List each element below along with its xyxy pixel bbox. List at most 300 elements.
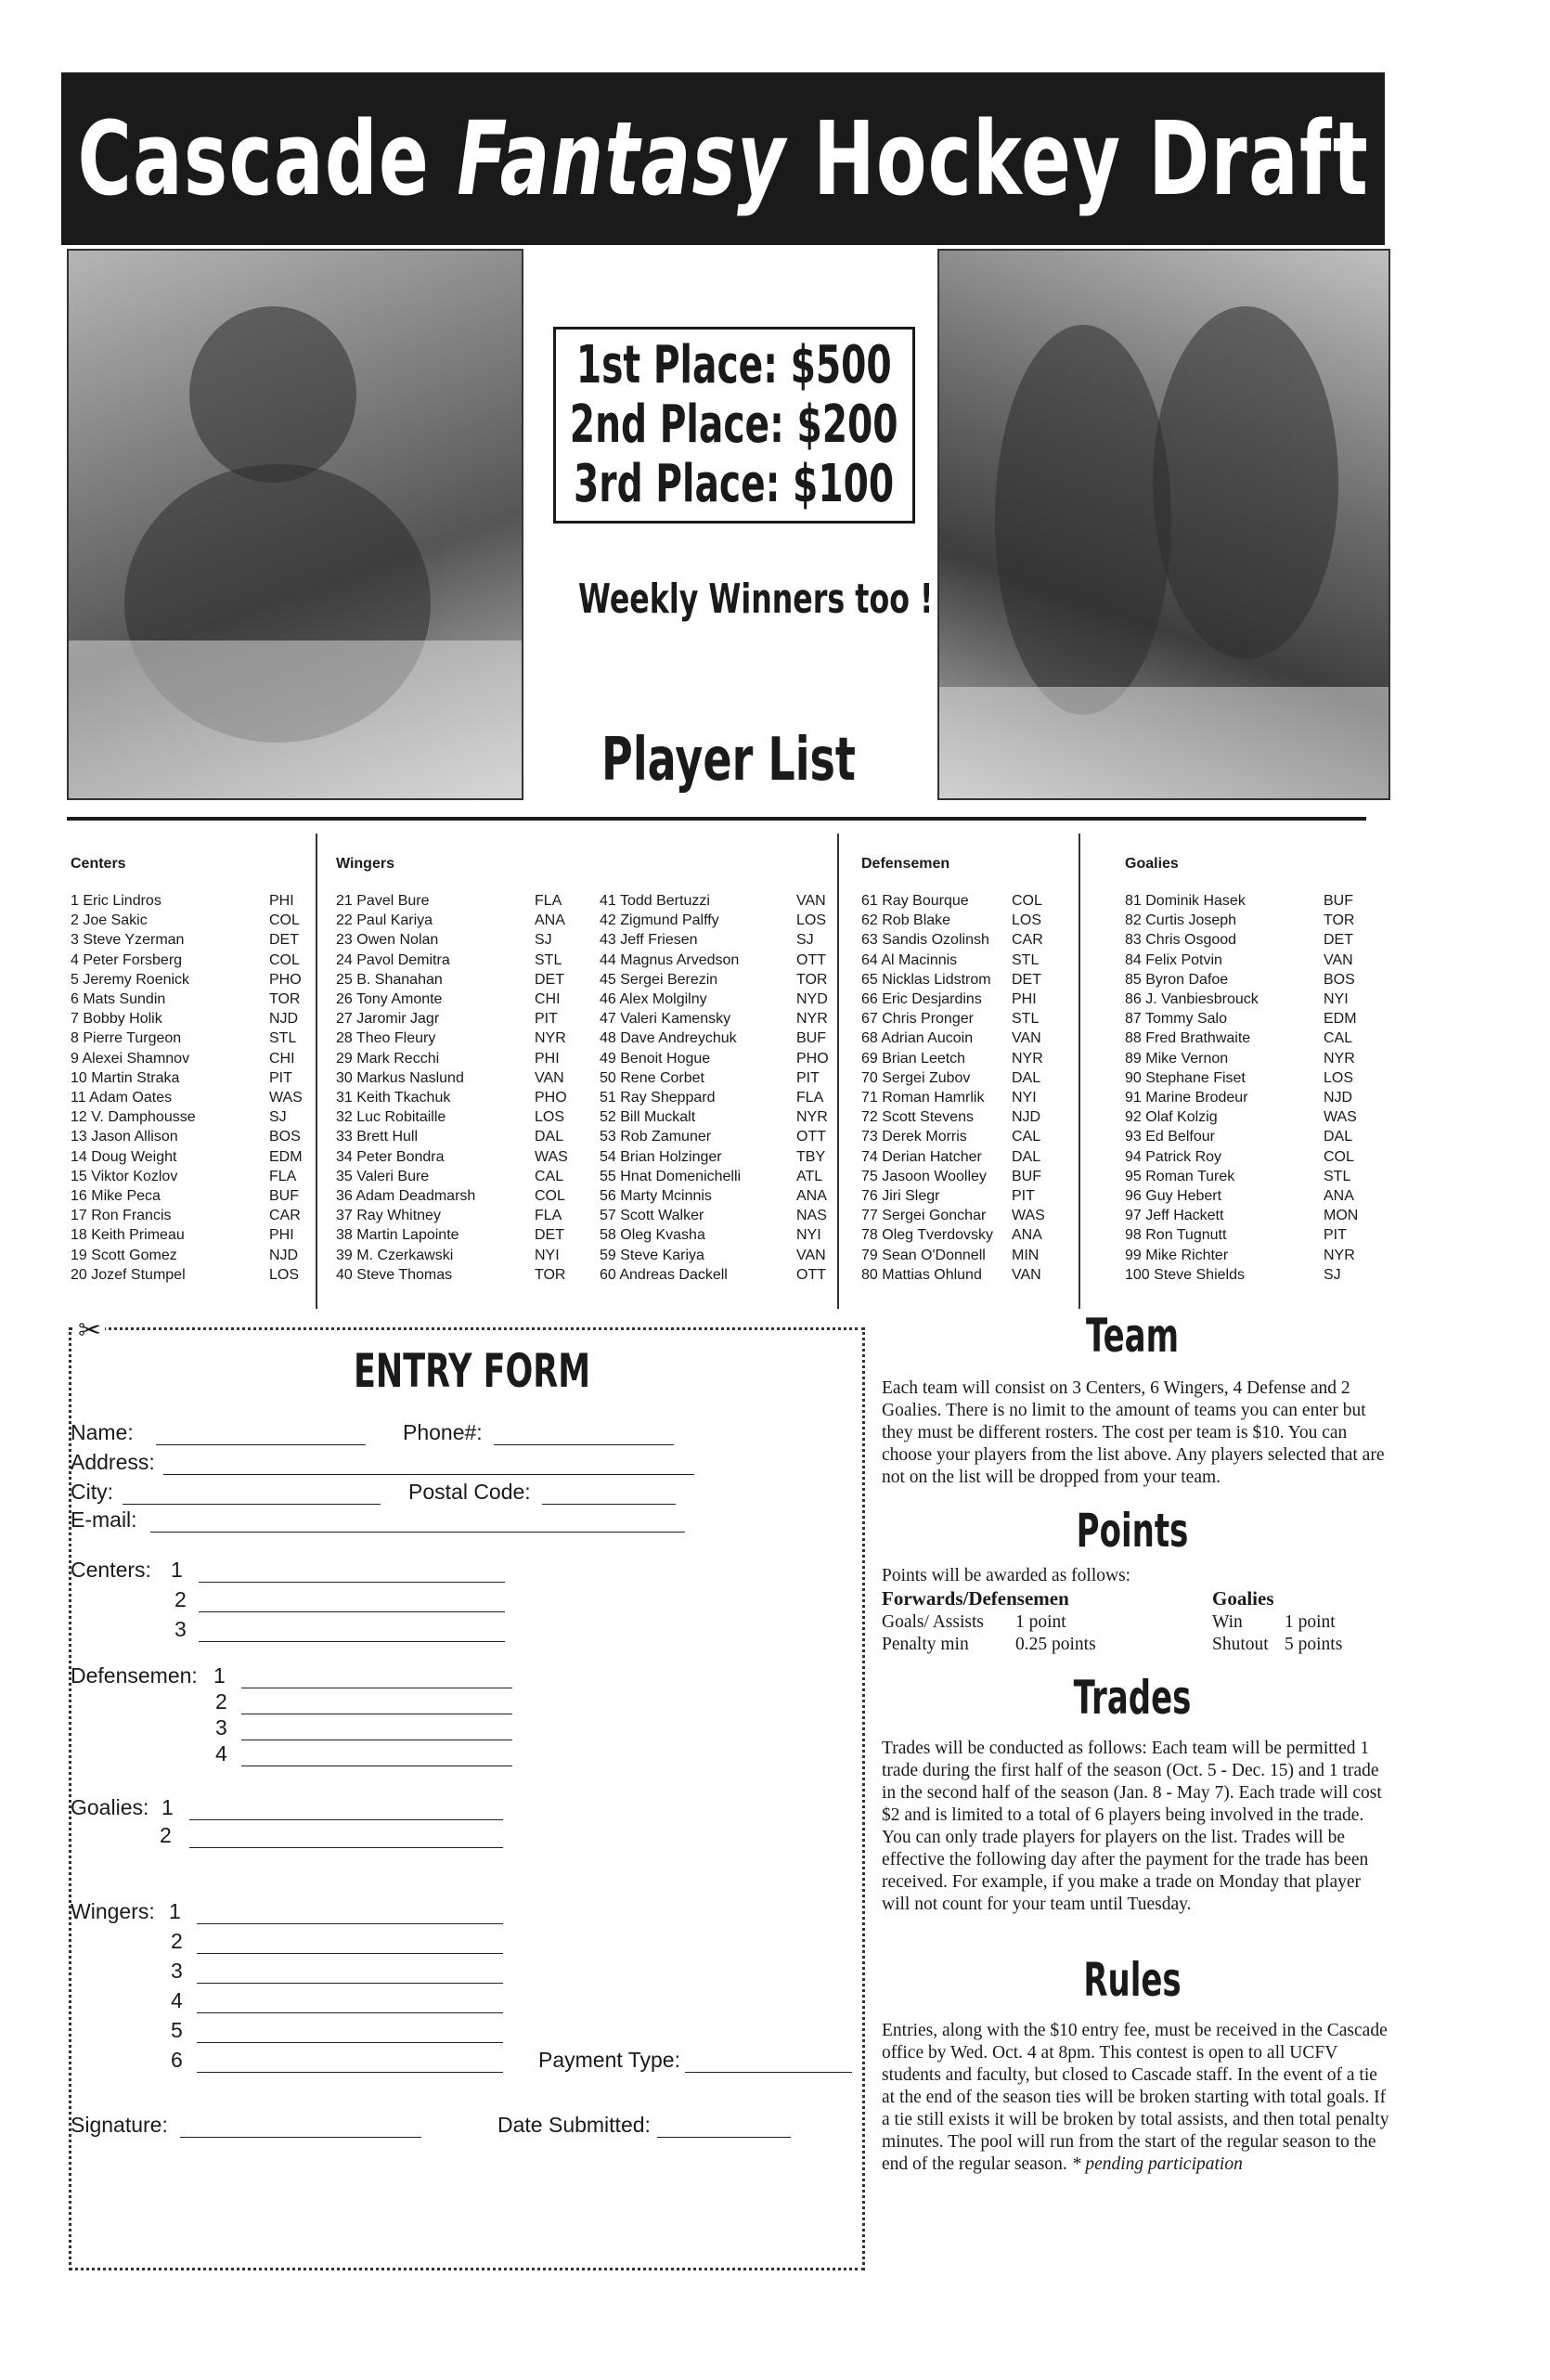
trades-title: Trades [1073,1671,1192,1725]
players-photo [937,249,1390,800]
slot-number: 2 [174,1587,187,1611]
player-name: 47 Valeri Kamensky [600,1011,731,1028]
player-row [1125,1009,1358,1028]
wingers-header: Wingers [336,856,394,872]
team-code: DET [1324,932,1353,949]
player-name: 21 Pavel Bure [336,893,430,909]
player-name: 6 Mats Sundin [71,991,166,1008]
player-name: 9 Alexei Shamnov [71,1050,190,1067]
player-name: 4 Peter Forsberg [71,951,183,968]
slot-number: 4 [215,1741,227,1766]
rules-title: Rules [1083,1953,1182,2007]
player-name: 33 Brett Hull [336,1129,419,1145]
weekly-winners: Weekly Winners too ! [578,576,934,623]
team-code: SJ [269,1109,287,1126]
team-code: TOR [796,971,828,988]
player-row [71,970,303,990]
player-name: 40 Steve Thomas [336,1266,453,1283]
name-field[interactable] [156,1444,366,1445]
player-row [861,1088,1045,1107]
player-row [861,930,1045,950]
points-title: Points [1076,1504,1189,1558]
player-name: 69 Brian Leetch [861,1050,966,1067]
team-code: DAL [535,1129,564,1145]
player-name: 52 Bill Muckalt [600,1109,696,1126]
team-code: EDM [1324,1011,1357,1028]
center-1-field[interactable] [199,1582,505,1583]
player-name: 22 Paul Kariya [336,912,433,929]
player-row [1125,1206,1358,1225]
team-code: VAN [796,893,826,909]
postal-code-label: Postal Code: [408,1480,531,1504]
team-code: NYR [535,1030,566,1047]
player-name: 71 Roman Hamrlik [861,1090,985,1106]
player-name: 90 Stephane Fiset [1125,1069,1246,1086]
player-name: 91 Marine Brodeur [1125,1090,1248,1106]
player-name: 74 Derian Hatcher [861,1148,982,1165]
player-name: 95 Roman Turek [1125,1168,1235,1184]
slot-number: 4 [171,1988,183,2012]
player-name: 34 Peter Bondra [336,1148,445,1165]
goals-assists-label: Goals/ Assists [882,1612,984,1632]
forwards-defensemen-heading: Forwards/Defensemen [882,1587,1069,1610]
player-name: 93 Ed Belfour [1125,1129,1215,1145]
slot-number: 1 [171,1558,183,1582]
player-name: 28 Theo Fleury [336,1030,436,1047]
entry-form [69,1327,865,2270]
team-code: LOS [1012,912,1042,929]
team-code: VAN [535,1069,564,1086]
team-code: FLA [796,1090,824,1106]
penalty-min-label: Penalty min [882,1635,969,1654]
team-code: NAS [796,1208,827,1224]
player-row [336,1049,568,1068]
player-name: 42 Zigmund Palffy [600,912,719,929]
center-2-field[interactable] [199,1611,505,1612]
player-row [861,1147,1045,1167]
player-row [71,1049,303,1068]
player-name: 25 B. Shanahan [336,971,443,988]
player-row [1125,1028,1358,1048]
player-row [861,1225,1045,1245]
team-code: NJD [1012,1109,1041,1126]
player-name: 17 Ron Francis [71,1208,172,1224]
slot-number: 1 [161,1795,174,1819]
player-name: 82 Curtis Joseph [1125,912,1237,929]
address-field[interactable] [163,1474,694,1475]
prize-second: 2nd Place: $200 [570,395,898,455]
payment-type-field[interactable] [685,2072,852,2073]
team-code: FLA [269,1168,297,1184]
player-row [336,1206,568,1225]
banner-title-part1: Cascade [77,99,457,218]
shutout-label: Shutout [1212,1635,1269,1654]
team-code: BUF [1012,1168,1041,1184]
player-name: 60 Andreas Dackell [600,1266,728,1283]
player-name: 3 Steve Yzerman [71,932,185,949]
player-name: 27 Jaromir Jagr [336,1011,440,1028]
rules-text [882,2020,1390,2176]
player-name: 11 Adam Oates [71,1090,173,1106]
player-row [336,930,568,950]
slot-number: 3 [215,1715,227,1740]
player-row [861,951,1045,970]
team-code: PIT [1012,1188,1035,1205]
team-code: DET [1012,971,1041,988]
goalie-1-field[interactable] [189,1819,503,1820]
penalty-min-value: 0.25 points [1015,1635,1096,1654]
team-code: WAS [535,1148,568,1165]
player-row [1125,970,1358,990]
player-row [861,1167,1045,1186]
player-row [861,1068,1045,1088]
defensemen-header: Defensemen [861,856,950,872]
winger-3-field[interactable] [197,1983,503,1984]
player-name: 87 Tommy Salo [1125,1011,1227,1028]
player-row [600,930,829,950]
phone-field[interactable] [494,1444,674,1445]
team-code: COL [1324,1148,1354,1165]
team-code: PIT [535,1011,558,1028]
email-field[interactable] [150,1532,685,1533]
player-row [1125,951,1358,970]
team-code: TOR [269,991,301,1008]
player-row [600,1265,829,1285]
email-label: E-mail: [71,1507,137,1532]
player-name: 76 Jiri Slegr [861,1188,940,1205]
player-name: 38 Martin Lapointe [336,1227,459,1244]
scissors-icon: ✂ [74,1314,105,1347]
player-row [1125,1167,1358,1186]
player-row [1125,930,1358,950]
player-name: 64 Al Macinnis [861,951,958,968]
player-name: 79 Sean O'Donnell [861,1247,986,1263]
player-name: 24 Pavol Demitra [336,951,450,968]
team-code: NYR [1324,1247,1355,1263]
team-code: DET [535,971,564,988]
player-row [71,1225,303,1245]
player-row [1125,1246,1358,1265]
winger-1-field[interactable] [197,1923,503,1924]
player-name: 39 M. Czerkawski [336,1247,454,1263]
player-row [861,1028,1045,1048]
team-code: STL [269,1030,297,1047]
trades-text: Trades will be conducted as follows: Each team will be permitted 1 trade during the first half of the season (Oct. 5 - Dec. 15) and 1 trade in the second half of the season (Jan. 8 - May 7). Each trade will cost $2 and is limited to a total of 6 players being involved in the trade. You can only trade players for players on the list. Trades will be effective the following day after the payment for the trade has been received. For example, if you make a trade on Monday that player will not count for your team until Tuesday. [882,1739,1382,1914]
player-name: 66 Eric Desjardins [861,991,982,1008]
player-name: 31 Keith Tkachuk [336,1090,451,1106]
player-name: 83 Chris Osgood [1125,932,1237,949]
win-label: Win [1212,1612,1243,1632]
team-code: STL [1012,1011,1040,1028]
column-divider [1079,834,1080,1309]
player-name: 77 Sergei Gonchar [861,1208,987,1224]
team-code: DET [269,932,299,949]
team-code: BOS [269,1129,301,1145]
player-name: 10 Martin Straka [71,1069,180,1086]
player-row [336,1265,568,1285]
player-name: 2 Joe Sakic [71,912,148,929]
winger-2-field[interactable] [197,1953,503,1954]
divider [67,817,1366,821]
team-code: COL [269,951,300,968]
team-code: BUF [796,1030,826,1047]
player-name: 84 Felix Potvin [1125,951,1222,968]
team-code: SJ [796,932,814,949]
goalies-list [1125,891,1358,1285]
player-name: 49 Benoit Hogue [600,1050,711,1067]
player-row [600,970,829,990]
player-name: 14 Doug Weight [71,1148,177,1165]
player-name: 53 Rob Zamuner [600,1129,712,1145]
team-code: CAL [1012,1129,1041,1145]
team-code: COL [535,1188,565,1205]
column-divider [837,834,839,1309]
player-row [600,1107,829,1127]
slot-number: 1 [213,1663,226,1688]
player-name: 45 Sergei Berezin [600,971,718,988]
player-row [600,990,829,1009]
player-row [1125,1049,1358,1068]
player-row [71,951,303,970]
signature-field[interactable] [180,2137,421,2138]
date-submitted-label: Date Submitted: [497,2113,651,2137]
team-code: OTT [796,1129,826,1145]
player-name: 94 Patrick Roy [1125,1148,1222,1165]
team-code: ANA [535,912,565,929]
player-row [600,1088,829,1107]
team-code: DAL [1012,1148,1041,1165]
player-name: 13 Jason Allison [71,1129,178,1145]
city-field[interactable] [123,1504,381,1505]
slot-number: 3 [171,1959,183,1983]
player-row [861,1265,1045,1285]
team-code: NYR [1324,1050,1355,1067]
player-row [1125,911,1358,930]
team-code: CAR [1012,932,1043,949]
team-code: PIT [796,1069,820,1086]
team-code: WAS [269,1090,303,1106]
player-row [336,1107,568,1127]
player-row [600,1186,829,1206]
team-code: ATL [796,1168,823,1184]
player-name: 44 Magnus Arvedson [600,951,740,968]
team-code: PHI [535,1050,560,1067]
slot-number: 2 [160,1823,172,1847]
player-name: 70 Sergei Zubov [861,1069,971,1086]
team-code: LOS [535,1109,565,1126]
column-divider [316,834,317,1309]
team-code: ANA [1012,1227,1042,1244]
team-text: Each team will consist on 3 Centers, 6 Wingers, 4 Defense and 2 Goalies. There is no limit to the amount of teams you can enter but they must be different rosters. The cost per team is $10. You can choose your players from the list above. Any players selected that are not on the list will be dropped from your team. [882,1378,1385,1487]
player-name: 57 Scott Walker [600,1208,704,1224]
player-row [71,1186,303,1206]
team-code: ANA [1324,1188,1354,1205]
player-row [1125,1147,1358,1167]
player-name: 50 Rene Corbet [600,1069,704,1086]
team-code: FLA [535,1208,562,1224]
player-row [336,891,568,911]
center-3-field[interactable] [199,1641,505,1642]
goalies-heading: Goalies [1212,1587,1274,1610]
goalies-label: Goalies: [71,1795,149,1819]
winger-4-field[interactable] [197,2012,503,2013]
player-name: 97 Jeff Hackett [1125,1208,1224,1224]
rules-note: * pending participation [1071,2154,1243,2174]
centers-header: Centers [71,856,126,872]
slot-number: 3 [174,1617,187,1641]
team-code: NJD [1324,1090,1353,1106]
player-row [861,990,1045,1009]
player-row [600,1206,829,1225]
player-row [600,911,829,930]
wingers-list [600,891,829,1285]
player-row [861,1009,1045,1028]
goalie-2-field[interactable] [189,1847,503,1848]
team-code: OTT [796,951,826,968]
player-name: 58 Oleg Kvasha [600,1227,705,1244]
player-row [1125,891,1358,911]
player-name: 85 Byron Dafoe [1125,971,1229,988]
player-row [71,1147,303,1167]
player-name: 8 Pierre Turgeon [71,1030,182,1047]
team-code: DET [535,1227,564,1244]
player-row [336,1147,568,1167]
prize-box [553,327,915,524]
player-row [600,1028,829,1048]
postal-code-field[interactable] [542,1504,676,1505]
defensemen-label: Defensemen: [71,1663,198,1688]
player-name: 56 Marty Mcinnis [600,1188,712,1205]
player-name: 37 Ray Whitney [336,1208,441,1224]
title-banner [61,72,1385,245]
team-code: PHI [1012,991,1037,1008]
player-row [336,1225,568,1245]
player-row [336,1009,568,1028]
phone-label: Phone#: [403,1420,483,1444]
team-code: VAN [1324,951,1353,968]
player-row [861,1246,1045,1265]
team-title: Team [1085,1309,1180,1363]
team-code: PIT [1324,1227,1347,1244]
team-code: NYR [796,1109,828,1126]
team-code: BOS [1324,971,1355,988]
player-name: 78 Oleg Tverdovsky [861,1227,993,1244]
player-row [600,1068,829,1088]
player-name: 86 J. Vanbiesbrouck [1125,991,1259,1008]
team-code: CHI [269,1050,295,1067]
player-name: 18 Keith Primeau [71,1227,185,1244]
team-code: CAL [535,1168,564,1184]
team-code: PHO [796,1050,829,1067]
team-code: VAN [1012,1030,1041,1047]
player-row [1125,1107,1358,1127]
slot-number: 2 [171,1929,183,1953]
player-name: 16 Mike Peca [71,1188,161,1205]
team-code: SJ [535,932,552,949]
player-row [1125,1225,1358,1245]
prize-first: 1st Place: $500 [576,335,892,395]
player-name: 99 Mike Richter [1125,1247,1229,1263]
team-code: NYI [796,1227,821,1244]
entry-form-title: ENTRY FORM [354,1344,591,1398]
player-name: 96 Guy Hebert [1125,1188,1222,1205]
player-row [71,1127,303,1146]
player-row [861,891,1045,911]
player-row [600,951,829,970]
player-row [71,1028,303,1048]
team-code: WAS [1324,1109,1357,1126]
wingers-label: Wingers: [71,1899,155,1923]
team-code: OTT [796,1266,826,1283]
team-code: EDM [269,1148,303,1165]
player-name: 92 Olaf Kolzig [1125,1109,1218,1126]
team-code: COL [1012,893,1042,909]
team-code: PHO [269,971,302,988]
player-name: 43 Jeff Friesen [600,932,698,949]
player-row [336,1246,568,1265]
team-code: PHI [269,893,294,909]
address-label: Address: [71,1450,155,1474]
player-name: 5 Jeremy Roenick [71,971,190,988]
player-row [336,1068,568,1088]
banner-title-part2: Hockey Draft [785,99,1369,218]
points-intro: Points will be awarded as follows: [882,1566,1131,1585]
slot-number: 2 [215,1689,227,1714]
date-submitted-field[interactable] [657,2137,791,2138]
city-label: City: [71,1480,113,1504]
player-name: 67 Chris Pronger [861,1011,974,1028]
player-row [600,1009,829,1028]
player-row [336,1127,568,1146]
player-row [71,911,303,930]
defensemen-list [861,891,1045,1285]
player-row [71,891,303,911]
team-code: NYD [796,991,828,1008]
player-name: 72 Scott Stevens [861,1109,974,1126]
team-code: NYI [535,1247,560,1263]
player-name: 15 Viktor Kozlov [71,1168,178,1184]
player-row [71,1068,303,1088]
player-row [336,990,568,1009]
team-code: ANA [796,1188,827,1205]
player-name: 19 Scott Gomez [71,1247,177,1263]
team-code: STL [1324,1168,1351,1184]
player-row [600,1167,829,1186]
winger-6-field[interactable] [197,2072,503,2073]
team-code: VAN [1012,1266,1041,1283]
player-name: 36 Adam Deadmarsh [336,1188,476,1205]
player-name: 7 Bobby Holik [71,1011,162,1028]
player-name: 65 Nicklas Lidstrom [861,971,991,988]
winger-5-field[interactable] [197,2042,503,2043]
player-row [336,951,568,970]
centers-label: Centers: [71,1558,151,1582]
team-code: NYR [796,1011,828,1028]
player-row [336,970,568,990]
player-name: 98 Ron Tugnutt [1125,1227,1227,1244]
player-row [1125,1265,1358,1285]
signature-label: Signature: [71,2113,168,2137]
player-name: 89 Mike Vernon [1125,1050,1229,1067]
banner-title [77,99,1369,218]
team-code: NJD [269,1011,299,1028]
team-code: NYI [1012,1090,1037,1106]
player-name: 81 Dominik Hasek [1125,893,1246,909]
player-name: 12 V. Damphousse [71,1109,196,1126]
slot-number: 1 [169,1899,181,1923]
player-name: 23 Owen Nolan [336,932,439,949]
player-name: 20 Jozef Stumpel [71,1266,186,1283]
